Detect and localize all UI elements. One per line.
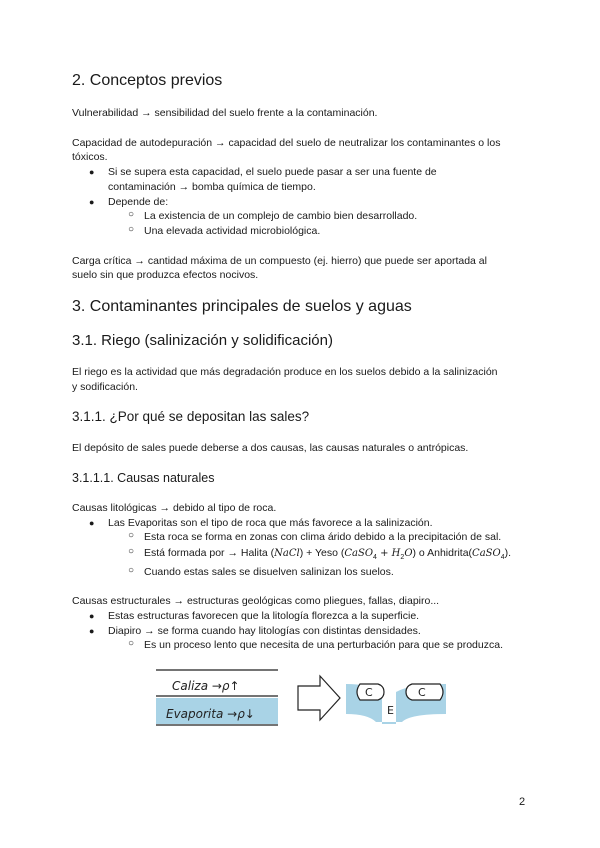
center-label: E — [387, 704, 394, 717]
bullet-diapiro: Diapiro → se forma cuando hay litologías con distintas densidades. — [108, 625, 421, 637]
bullet-icon: ● — [89, 626, 95, 636]
carga-text-l1: Carga crítica → cantidad máxima de un compuesto (ej. hierro) que puede ser aportada al — [72, 255, 487, 267]
section-2-title: 2. Conceptos previos — [72, 72, 223, 89]
right-block-label: C — [418, 686, 426, 699]
section-3-1-1-title: 3.1.1. ¿Por qué se depositan las sales? — [72, 409, 310, 424]
diapiro-sketch — [150, 662, 450, 734]
bullet-icon: ● — [89, 611, 95, 621]
left-block-label: C — [365, 686, 373, 699]
bullet-estructuras: Estas estructuras favorecen que la litología florezca a la superficie. — [108, 610, 420, 622]
riego-text-l2: y sodificación. — [72, 381, 138, 393]
circle-bullet-icon: ○ — [128, 546, 135, 557]
estructurales-text: Causas estructurales → estructuras geológicas como pliegues, fallas, diapiro... — [72, 595, 440, 607]
bullet-superacion-l2: contaminación → bomba química de tiempo. — [108, 181, 316, 193]
circle-bullet-icon: ○ — [128, 209, 135, 220]
caliza-label: Caliza →ρ↑ — [172, 679, 240, 693]
subbullet-actividad: Una elevada actividad microbiológica. — [144, 225, 321, 237]
vulnerabilidad-text: Vulnerabilidad → sensibilidad del suelo frente a la contaminación. — [72, 107, 378, 119]
circle-bullet-icon: ○ — [128, 224, 135, 235]
capacidad-text-l1: Capacidad de autodepuración → capacidad del suelo de neutralizar los contaminantes o los — [72, 137, 501, 149]
bullet-superacion-l1: Si se supera esta capacidad, el suelo puede pasar a ser una fuente de — [108, 166, 437, 178]
deposito-text: El depósito de sales puede deberse a dos causas, las causas naturales o antrópicas. — [72, 442, 469, 454]
section-3-1-1-1-title: 3.1.1.1. Causas naturales — [72, 471, 215, 485]
bullet-evaporitas: Las Evaporitas son el tipo de roca que más favorece a la salinización. — [108, 517, 433, 529]
bullet-icon: ● — [89, 197, 95, 207]
litologicas-text: Causas litológicas → debido al tipo de roca. — [72, 502, 277, 514]
page-number: 2 — [519, 796, 526, 808]
section-3-title: 3. Contaminantes principales de suelos y aguas — [72, 298, 412, 315]
evaporita-label: Evaporita →ρ↓ — [166, 707, 255, 721]
bullet-depende: Depende de: — [108, 196, 169, 208]
subbullet-clima: Esta roca se forma en zonas con clima árido debido a la precipitación de sal. — [144, 531, 502, 543]
transform-arrow-icon — [298, 676, 340, 720]
capacidad-text-l2: tóxicos. — [72, 151, 108, 163]
riego-text-l1: El riego es la actividad que más degradación produce en los suelos debido a la salinización — [72, 366, 498, 378]
bullet-icon: ● — [89, 167, 95, 177]
subbullet-disuelven: Cuando estas sales se disuelven salinizan los suelos. — [144, 566, 394, 578]
bullet-icon: ● — [89, 518, 95, 528]
circle-bullet-icon: ○ — [128, 638, 135, 649]
subbullet-proceso: Es un proceso lento que necesita de una perturbación para que se produzca. — [144, 639, 503, 651]
circle-bullet-icon: ○ — [128, 530, 135, 541]
subbullet-complejo: La existencia de un complejo de cambio bien desarrollado. — [144, 210, 418, 222]
section-3-1-title: 3.1. Riego (salinización y solidificación) — [72, 332, 333, 349]
subbullet-formula: Está formada por → Halita (NaCl) + Yeso (CaSO$_4$ + $H_2O$) o Anhidrita(CaSO$_4$). — [144, 547, 512, 562]
circle-bullet-icon: ○ — [128, 565, 135, 576]
carga-text-l2: suelo sin que produzca efectos nocivos. — [72, 269, 259, 281]
